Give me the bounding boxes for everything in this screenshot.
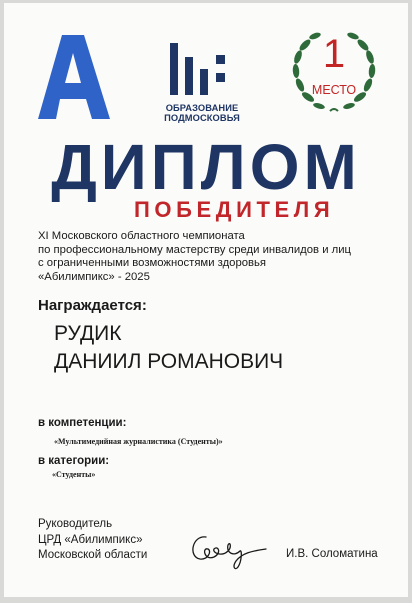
signer-name: И.В. Соломатина xyxy=(286,548,378,560)
signatory-title xyxy=(38,517,147,564)
signatory-line: ЦРД «Абилимпикс» xyxy=(38,533,143,546)
category-label: в категории: xyxy=(38,455,110,467)
diploma-title: ДИПЛОМ xyxy=(51,131,361,203)
description-line: «Абилимпикс» - 2025 xyxy=(38,270,150,283)
championship-description xyxy=(38,230,351,284)
education-logo-icon xyxy=(164,43,242,95)
logo-caption-line1: ОБРАЗОВАНИЕ xyxy=(165,103,239,113)
abilympics-logo-icon xyxy=(30,29,116,125)
diploma-subtitle: ПОБЕДИТЕЛЯ xyxy=(134,197,335,222)
competence-value: «Мультимедийная журналистика (Студенты)» xyxy=(54,437,223,446)
description-line: по профессиональному мастерству среди инвалидов и лиц xyxy=(38,243,352,256)
signatory-line: Московской области xyxy=(38,549,148,561)
description-line: с ограниченными возможностями здоровья xyxy=(38,257,267,270)
place-label: МЕСТО xyxy=(311,83,357,97)
award-label: Награждается: xyxy=(38,297,147,314)
recipient-name: ДАНИИЛ РОМАНОВИЧ xyxy=(54,350,284,373)
recipient-surname: РУДИК xyxy=(54,322,122,345)
category-value: «Студенты» xyxy=(52,470,96,479)
signatory-line: Руководитель xyxy=(38,518,113,530)
handwritten-signature-icon xyxy=(182,527,268,571)
logo-caption-line2: ПОДМОСКОВЬЯ xyxy=(164,113,240,123)
competence-label: в компетенции: xyxy=(38,417,127,429)
logo-caption xyxy=(141,103,263,123)
description-line: XI Московского областного чемпионата xyxy=(38,230,245,242)
diploma xyxy=(4,3,408,597)
place-number: 1 xyxy=(322,32,346,76)
